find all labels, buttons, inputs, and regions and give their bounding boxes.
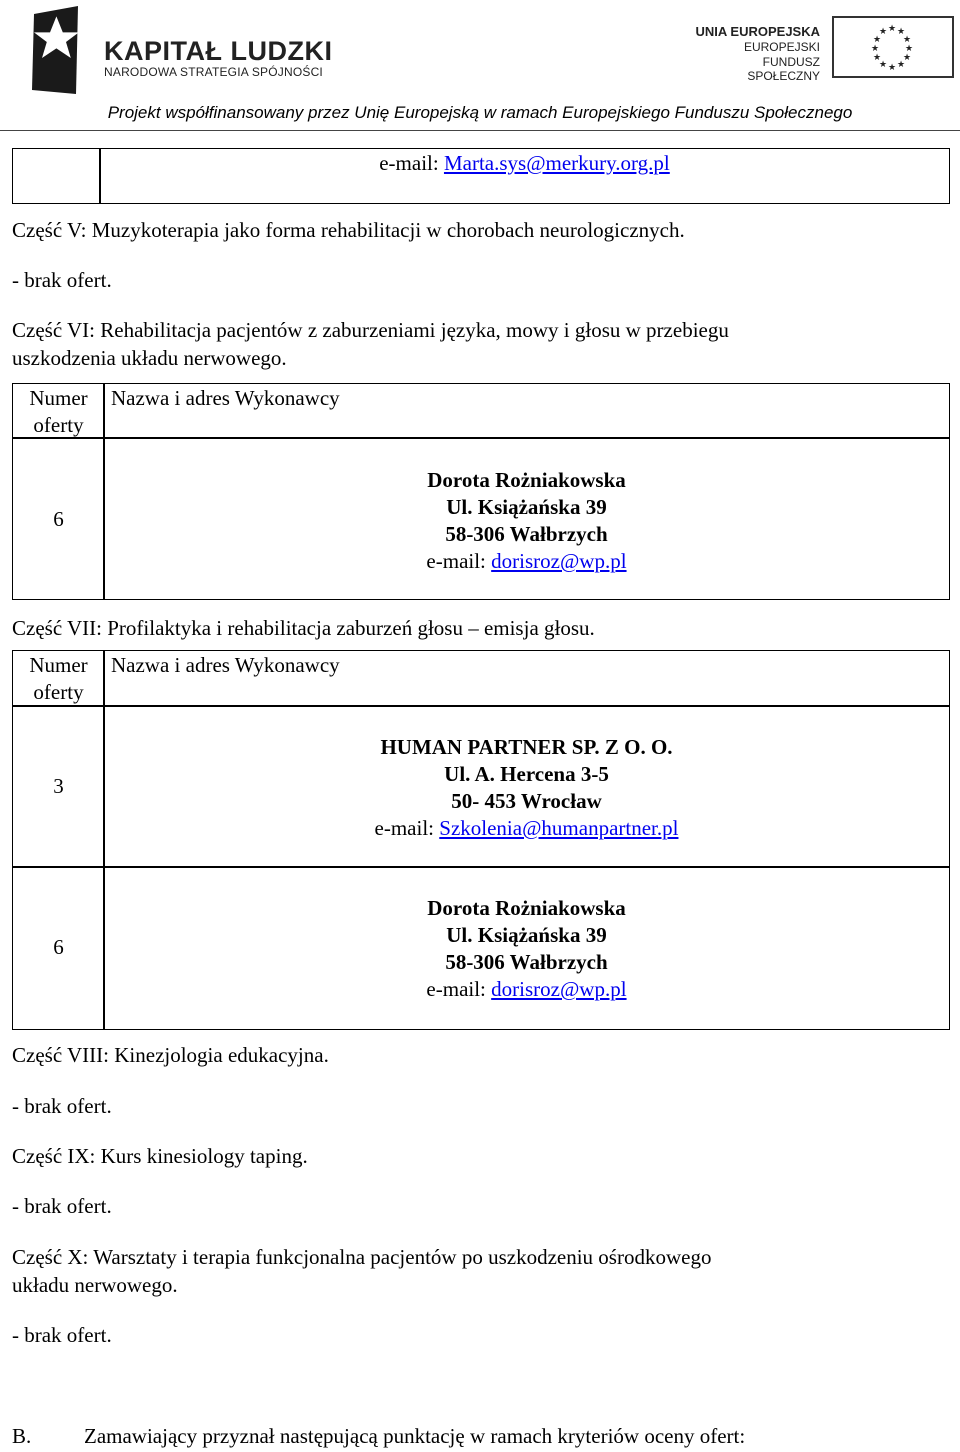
contractor-city: 58-306 Wałbrzych: [445, 522, 608, 546]
fragment-email-line: e-mail: Marta.sys@merkury.org.pl: [379, 151, 670, 175]
fragment-num-cell: [12, 148, 101, 204]
contractor-email-line: e-mail: dorisroz@wp.pl: [426, 549, 627, 573]
part6-title-line2: uszkodzenia układu nerwowego.: [12, 346, 287, 370]
part10-title-line2: układu nerwowego.: [12, 1273, 178, 1297]
svg-text:★: ★: [897, 60, 906, 70]
contractor-street: Ul. A. Hercena 3-5: [444, 762, 609, 786]
contractor-street: Ul. Książańska 39: [446, 923, 607, 947]
contractor-city: 58-306 Wałbrzych: [445, 950, 608, 974]
part10-title-line1: Część X: Warsztaty i terapia funkcjonalna pacjentów po uszkodzeniu ośrodkowego: [12, 1245, 712, 1269]
svg-text:★: ★: [879, 27, 888, 37]
part9-title: Część IX: Kurs kinesiology taping.: [12, 1144, 308, 1168]
contractor-city: 50- 453 Wrocław: [451, 789, 602, 813]
contractor-email-link[interactable]: Szkolenia@humanpartner.pl: [439, 816, 679, 840]
eu-flag-icon: [832, 16, 954, 78]
contractor-name: Dorota Rożniakowska: [427, 896, 626, 920]
t6-header-num: Numer oferty: [29, 386, 88, 437]
svg-text:★: ★: [871, 44, 880, 54]
project-note: Projekt współfinansowany przez Unię Europejską w ramach Europejskiego Funduszu Społecznego: [107, 103, 853, 122]
eu-line-3: FUNDUSZ SPOŁECZNY: [747, 55, 820, 83]
t6-row-num: 6: [53, 507, 64, 531]
footer-marker: B.: [12, 1424, 32, 1448]
footer-text: Zamawiający przyznał następującą punktację w ramach kryteriów oceny ofert:: [84, 1424, 746, 1448]
svg-text:★: ★: [903, 35, 912, 45]
t6-row-address: [103, 467, 950, 575]
t7-row1-address: [103, 734, 950, 842]
svg-text:★: ★: [873, 35, 882, 45]
contractor-street: Ul. Książańska 39: [446, 495, 607, 519]
t7-header-name: Nazwa i adres Wykonawcy: [111, 653, 340, 677]
part8-status: - brak ofert.: [12, 1094, 112, 1118]
t7-row2-num: 6: [53, 935, 64, 959]
svg-text:★: ★: [888, 24, 897, 34]
part8-title: Część VIII: Kinezjologia edukacyjna.: [12, 1043, 329, 1067]
part5-status: - brak ofert.: [12, 268, 112, 292]
svg-text:★: ★: [873, 53, 882, 63]
eu-line-2: EUROPEJSKI: [743, 40, 820, 54]
t6-header-name: Nazwa i adres Wykonawcy: [111, 386, 340, 410]
brand-subtitle: NARODOWA STRATEGIA SPÓJNOŚCI: [104, 65, 323, 79]
contractor-email-line: e-mail: dorisroz@wp.pl: [426, 977, 627, 1001]
svg-text:★: ★: [905, 44, 914, 54]
part5-title: Część V: Muzykoterapia jako forma rehabilitacji w chorobach neurologicznych.: [12, 218, 685, 242]
contractor-email-link[interactable]: dorisroz@wp.pl: [491, 977, 627, 1001]
part9-status: - brak ofert.: [12, 1194, 112, 1218]
svg-text:★: ★: [903, 53, 912, 63]
eu-line-1: UNIA EUROPEJSKA: [695, 24, 820, 39]
contractor-name: HUMAN PARTNER SP. Z O. O.: [380, 735, 673, 759]
t7-row2-address: [103, 895, 950, 1003]
part7-title: Część VII: Profilaktyka i rehabilitacja zaburzeń głosu – emisja głosu.: [12, 616, 595, 640]
contractor-email-link[interactable]: dorisroz@wp.pl: [491, 549, 627, 573]
fragment-email-link[interactable]: Marta.sys@merkury.org.pl: [443, 151, 670, 175]
part6-title-line1: Część VI: Rehabilitacja pacjentów z zaburzeniami języka, mowy i głosu w przebiegu: [12, 318, 729, 342]
svg-text:★: ★: [879, 60, 888, 70]
header-divider: [0, 130, 960, 131]
t7-row1-num: 3: [53, 774, 64, 798]
t7-header-num: Numer oferty: [29, 653, 88, 704]
svg-text:★: ★: [897, 27, 906, 37]
brand-title: KAPITAŁ LUDZKI: [104, 36, 333, 66]
contractor-name: Dorota Rożniakowska: [427, 468, 626, 492]
kapital-ludzki-logo-icon: [28, 4, 100, 98]
contractor-email-line: e-mail: Szkolenia@humanpartner.pl: [374, 816, 679, 840]
part10-status: - brak ofert.: [12, 1323, 112, 1347]
svg-text:★: ★: [888, 63, 897, 73]
